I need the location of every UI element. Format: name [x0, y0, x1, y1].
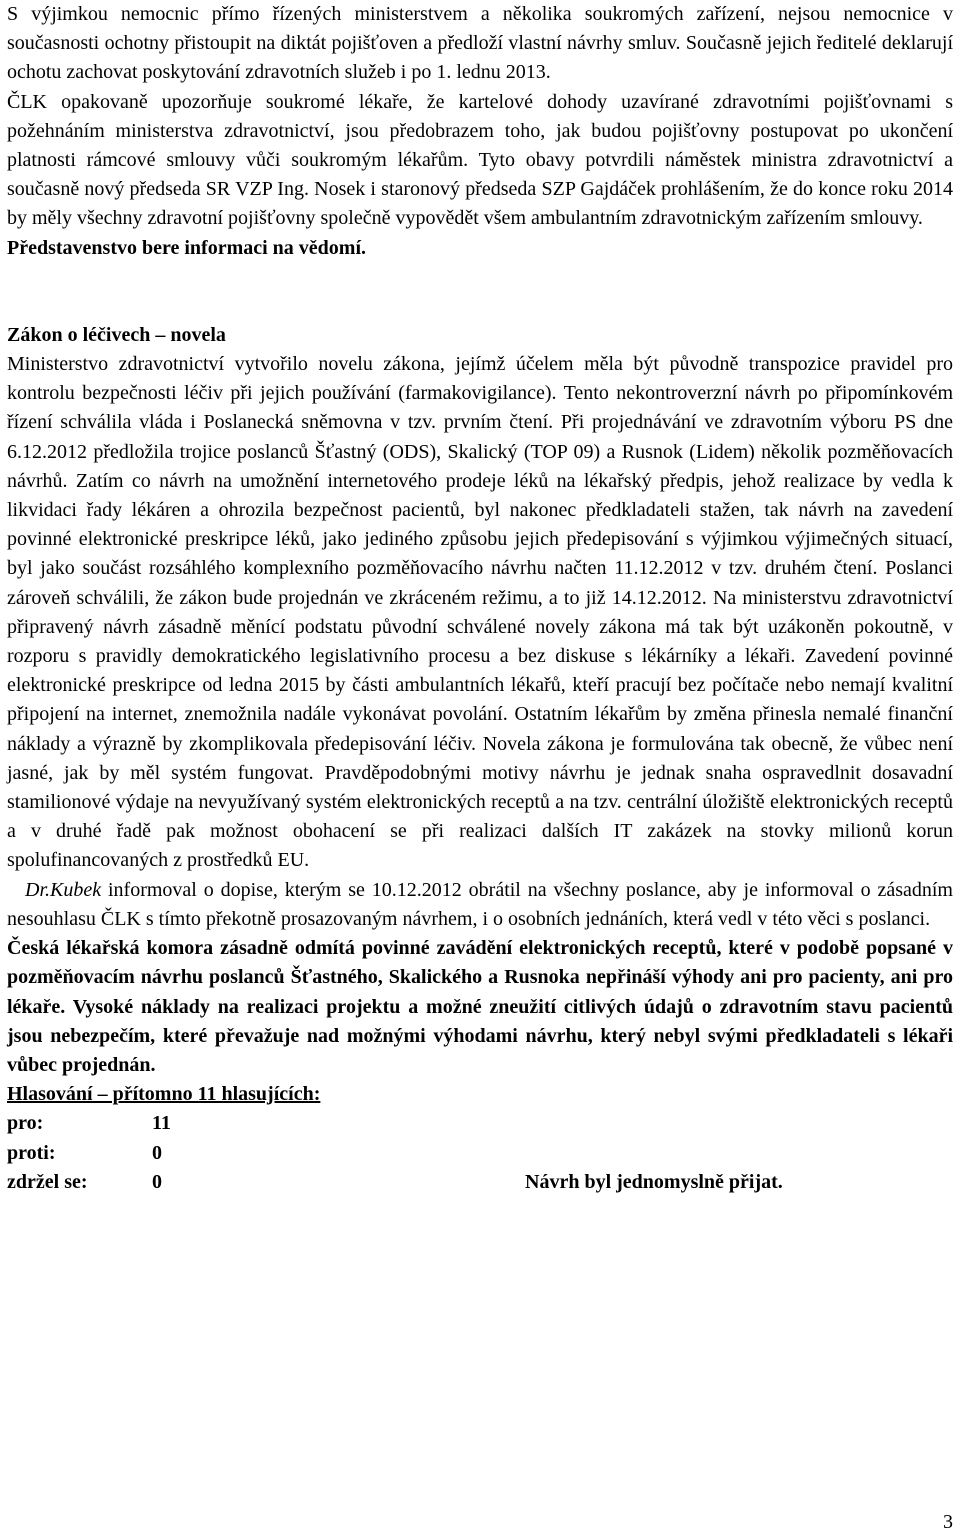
paragraph-kubek: [7, 876, 953, 934]
vote-value: 0: [152, 1170, 162, 1193]
vote-label: pro:: [7, 1112, 44, 1135]
vote-row-proti: [7, 1139, 953, 1168]
vote-row-pro: [7, 1109, 953, 1138]
section-gap: [7, 263, 953, 321]
vote-value: 11: [152, 1112, 171, 1135]
vote-result: Návrh byl jednomyslně přijat.: [525, 1170, 783, 1193]
board-note: Představenstvo bere informaci na vědomí.: [7, 236, 367, 259]
paragraph-clk-warning: ČLK opakovaně upozorňuje soukromé lékaře, že kartelové dohody uzavírané zdravotními pojišťovnami s požehnáním ministerstva zdravotnictví, jsou předobrazem toho, jak budou pojišťovny postupovat po ukončení platnosti rámcové smlouvy vůči soukromým lékařům. Tyto obavy potvrdili náměstek ministra zdravotnictví a současně nový předseda SR VZP Ing. Nosek i staronový předseda SZP Gajdáček prohlášením, že do konce roku 2014 by měly všechny zdravotní pojišťovny společně vypovědět všem ambulantním zdravotnickým zařízením smlouvy.: [7, 90, 953, 230]
paragraph-drug-law: Ministerstvo zdravotnictví vytvořilo novelu zákona, jejímž účelem měla být původně transpozice pravidel pro kontrolu bezpečnosti léčiv při jejich používání (farmakovigilance). Tento nekontroverzní návrh po připomínkovém řízení schválila vláda i Poslanecká sněmovna v tzv. prvním čtení. Při projednávání ve zdravotním výboru PS dne 6.12.2012 předložila trojice poslanců Šťastný (ODS), Skalický (TOP 09) a Rusnok (Lidem) několik pozměňovacích návrhů. Zatím co návrh na umožnění internetového prodeje léků na lékařský předpis, jehož realizace by vedla k likvidaci řady lékáren a ohrozila bezpečnost pacientů, byl nakonec předkladateli stažen, tak návrh na zavedení povinné elektronické preskripce léků, jako jediného způsobu jejich předepisování s výjimkou výjimečných situací, byl jako součást rozsáhlého komplexního pozměňovacího návrhu načten 11.12.2012 v tzv. druhém čtení. Poslanci zároveň schválili, že zákon bude projednán ve zkráceném režimu, a to již 14.12.2012. Na ministerstvu zdravotnictví připravený návrh zásadně měnící podstatu původní schválené novely zákona má tak být uzákoněn pokoutně, v rozporu s pravidly demokratického legislativního procesu a bez diskuse s lékárníky a lékaři. Zavedení povinné elektronické preskripce od ledna 2015 by části ambulantních lékařů, kteří pracují bez počítače nebo nemají kvalitní připojení na internet, znemožnila nadále vykonávat povolání. Ostatním lékařům by změna přinesla nemalé finanční náklady a výrazně by zkomplikovala předepisování léčiv. Novela zákona je formulována tak obecně, že vůbec není jasné, jak by měl systém fungovat. Pravděpodobnými motivy návrhu je jednak snaha ospravedlnit dosavadní stamilionové výdaje na nevyužívaný systém elektronických receptů a na tzv. centrální úložiště elektronických receptů a v druhé řadě pak možnost obohacení se při realizaci dalších IT zakázek na stovky milionů korun spolufinancovaných z prostředků EU.: [7, 353, 953, 872]
vote-value: 0: [152, 1141, 162, 1164]
section-heading: Zákon o léčivech – novela: [7, 323, 226, 346]
vote-row-zdrzel: [7, 1168, 953, 1197]
resolution-text: Česká lékařská komora zásadně odmítá povinné zavádění elektronických receptů, které v podobě popsané v pozměňovacím návrhu poslanců Šťastného, Skalického a Rusnoka nepřináší výhody ani pro pacienty, ani pro lékaře. Vysoké náklady na realizaci projektu a možné zneužití citlivých údajů o zdravotním stavu pacientů jsou nebezpečím, které převažuje nad možnými výhodami návrhu, který nebyl svými předkladateli s lékaři vůbec projednán.: [7, 937, 953, 1076]
paragraph-hospitals: S výjimkou nemocnic přímo řízených ministerstvem a několika soukromých zařízení, nejsou nemocnice v současnosti ochotny přistoupit na diktát pojišťoven a předloží vlastní návrhy smluv. Současně jejich ředitelé deklarují ochotu zachovat poskytování zdravotních služeb i po 1. lednu 2013.: [7, 3, 953, 84]
kubek-text: informoval o dopise, kterým se 10.12.2012 obrátil na všechny poslance, aby je informoval o zásadním nesouhlasu ČLK s tímto překotně prosazovaným návrhem, i o osobních jednáních, která vedl v této věci s poslanci.: [7, 878, 953, 930]
vote-label: proti:: [7, 1141, 56, 1164]
kubek-name: Dr.Kubek: [25, 878, 102, 901]
document-body: [7, 0, 953, 1197]
voting-header: Hlasování – přítomno 11 hlasujících:: [7, 1083, 321, 1106]
vote-label: zdržel se:: [7, 1170, 88, 1193]
page-number: 3: [943, 1511, 953, 1533]
